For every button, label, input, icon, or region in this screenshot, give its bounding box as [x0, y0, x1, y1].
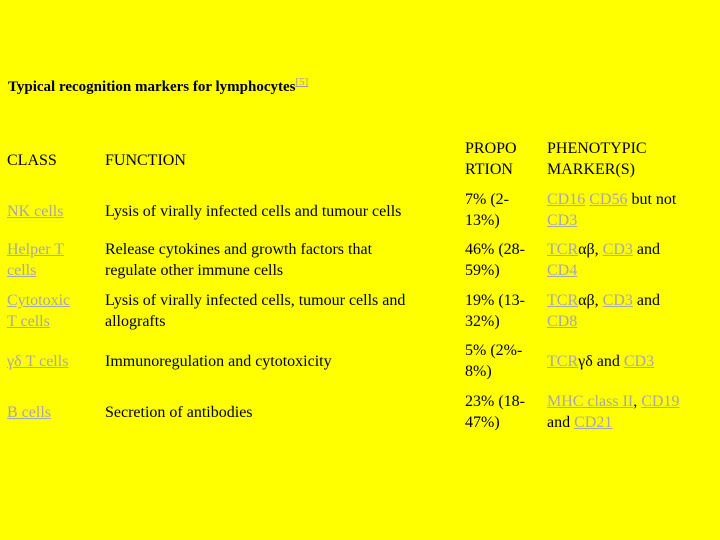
- marker-link[interactable]: CD21: [574, 414, 613, 431]
- row-helper-markers: [547, 239, 717, 281]
- function-line2: regulate other immune cells: [105, 262, 284, 279]
- row-b-markers: [547, 391, 717, 433]
- proportion-line1: 5% (2%-: [465, 342, 523, 359]
- function-line2: allografts: [105, 313, 166, 330]
- title-text: Typical recognition markers for lymphocytes: [8, 79, 296, 95]
- row-b-class[interactable]: [7, 402, 95, 423]
- row-b-proportion: [465, 391, 540, 433]
- row-gammadelta-proportion: [465, 340, 540, 382]
- class-link[interactable]: B cells: [7, 404, 51, 421]
- reference-link[interactable]: [5]: [295, 76, 309, 88]
- row-gammadelta-class[interactable]: [7, 351, 95, 372]
- proportion-line2: 8%): [465, 363, 492, 380]
- class-link[interactable]: γδ T cells: [7, 353, 69, 370]
- marker-link[interactable]: CD4: [547, 262, 578, 279]
- row-nk-proportion: [465, 189, 540, 231]
- proportion-line2: 13%): [465, 212, 500, 229]
- header-markers-line2: MARKER(S): [547, 161, 636, 178]
- marker-link[interactable]: TCR: [547, 292, 579, 309]
- function-line1: Lysis of virally infected cells, tumour cells and: [105, 292, 406, 309]
- class-link[interactable]: Cytotoxic: [7, 292, 71, 309]
- proportion-line2: 32%): [465, 313, 500, 330]
- marker-link[interactable]: CD3: [602, 241, 633, 258]
- class-link[interactable]: Helper T: [7, 241, 65, 258]
- marker-text: and: [632, 292, 660, 309]
- header-markers: [547, 138, 717, 180]
- header-proportion-line1: PROPO: [465, 140, 517, 157]
- row-cytotoxic-markers: [547, 290, 717, 332]
- marker-text: and: [547, 414, 575, 431]
- row-nk-markers: [547, 189, 717, 231]
- proportion-line2: 59%): [465, 262, 500, 279]
- marker-text: ,: [633, 393, 642, 410]
- marker-link[interactable]: MHC class II: [547, 393, 634, 410]
- marker-link[interactable]: CD3: [547, 212, 578, 229]
- row-gammadelta-function: Immunoregulation and cytotoxicity: [105, 353, 332, 370]
- row-cytotoxic-function: [105, 290, 455, 332]
- marker-text: αβ,: [578, 241, 603, 258]
- row-b-function: Secretion of antibodies: [105, 404, 253, 421]
- marker-link[interactable]: CD3: [623, 353, 655, 370]
- marker-link[interactable]: CD8: [547, 313, 578, 330]
- marker-link[interactable]: CD3: [602, 292, 633, 309]
- proportion-line2: 47%): [465, 414, 500, 431]
- function-line1: Release cytokines and growth factors that: [105, 241, 373, 258]
- marker-link[interactable]: CD19: [641, 393, 680, 410]
- marker-text: αβ,: [578, 292, 603, 309]
- marker-text: and: [632, 241, 660, 258]
- row-cytotoxic-proportion: [465, 290, 540, 332]
- marker-text: but not: [631, 191, 677, 208]
- row-nk-class[interactable]: [7, 201, 95, 222]
- proportion-line1: 23% (18-: [465, 393, 525, 410]
- header-function: FUNCTION: [105, 152, 186, 169]
- row-helper-function: [105, 239, 455, 281]
- marker-link[interactable]: TCR: [547, 353, 579, 370]
- header-markers-line1: PHENOTYPIC: [547, 140, 647, 157]
- proportion-line1: 46% (28-: [465, 241, 525, 258]
- page-title: [8, 76, 308, 96]
- class-link[interactable]: cells: [7, 262, 37, 279]
- class-link[interactable]: T cells: [7, 313, 50, 330]
- marker-link[interactable]: TCR: [547, 241, 579, 258]
- row-nk-function: Lysis of virally infected cells and tumour cells: [105, 203, 402, 220]
- header-proportion-line2: RTION: [465, 161, 513, 178]
- row-helper-class[interactable]: [7, 239, 95, 281]
- marker-link[interactable]: CD56: [589, 191, 628, 208]
- proportion-line1: 7% (2-: [465, 191, 509, 208]
- header-proportion: [465, 138, 540, 180]
- row-gammadelta-markers: [547, 351, 717, 372]
- row-cytotoxic-class[interactable]: [7, 290, 95, 332]
- marker-text: γδ and: [578, 353, 624, 370]
- marker-link[interactable]: CD16: [547, 191, 586, 208]
- row-helper-proportion: [465, 239, 540, 281]
- class-link[interactable]: NK cells: [7, 203, 64, 220]
- proportion-line1: 19% (13-: [465, 292, 525, 309]
- header-class: CLASS: [7, 152, 57, 169]
